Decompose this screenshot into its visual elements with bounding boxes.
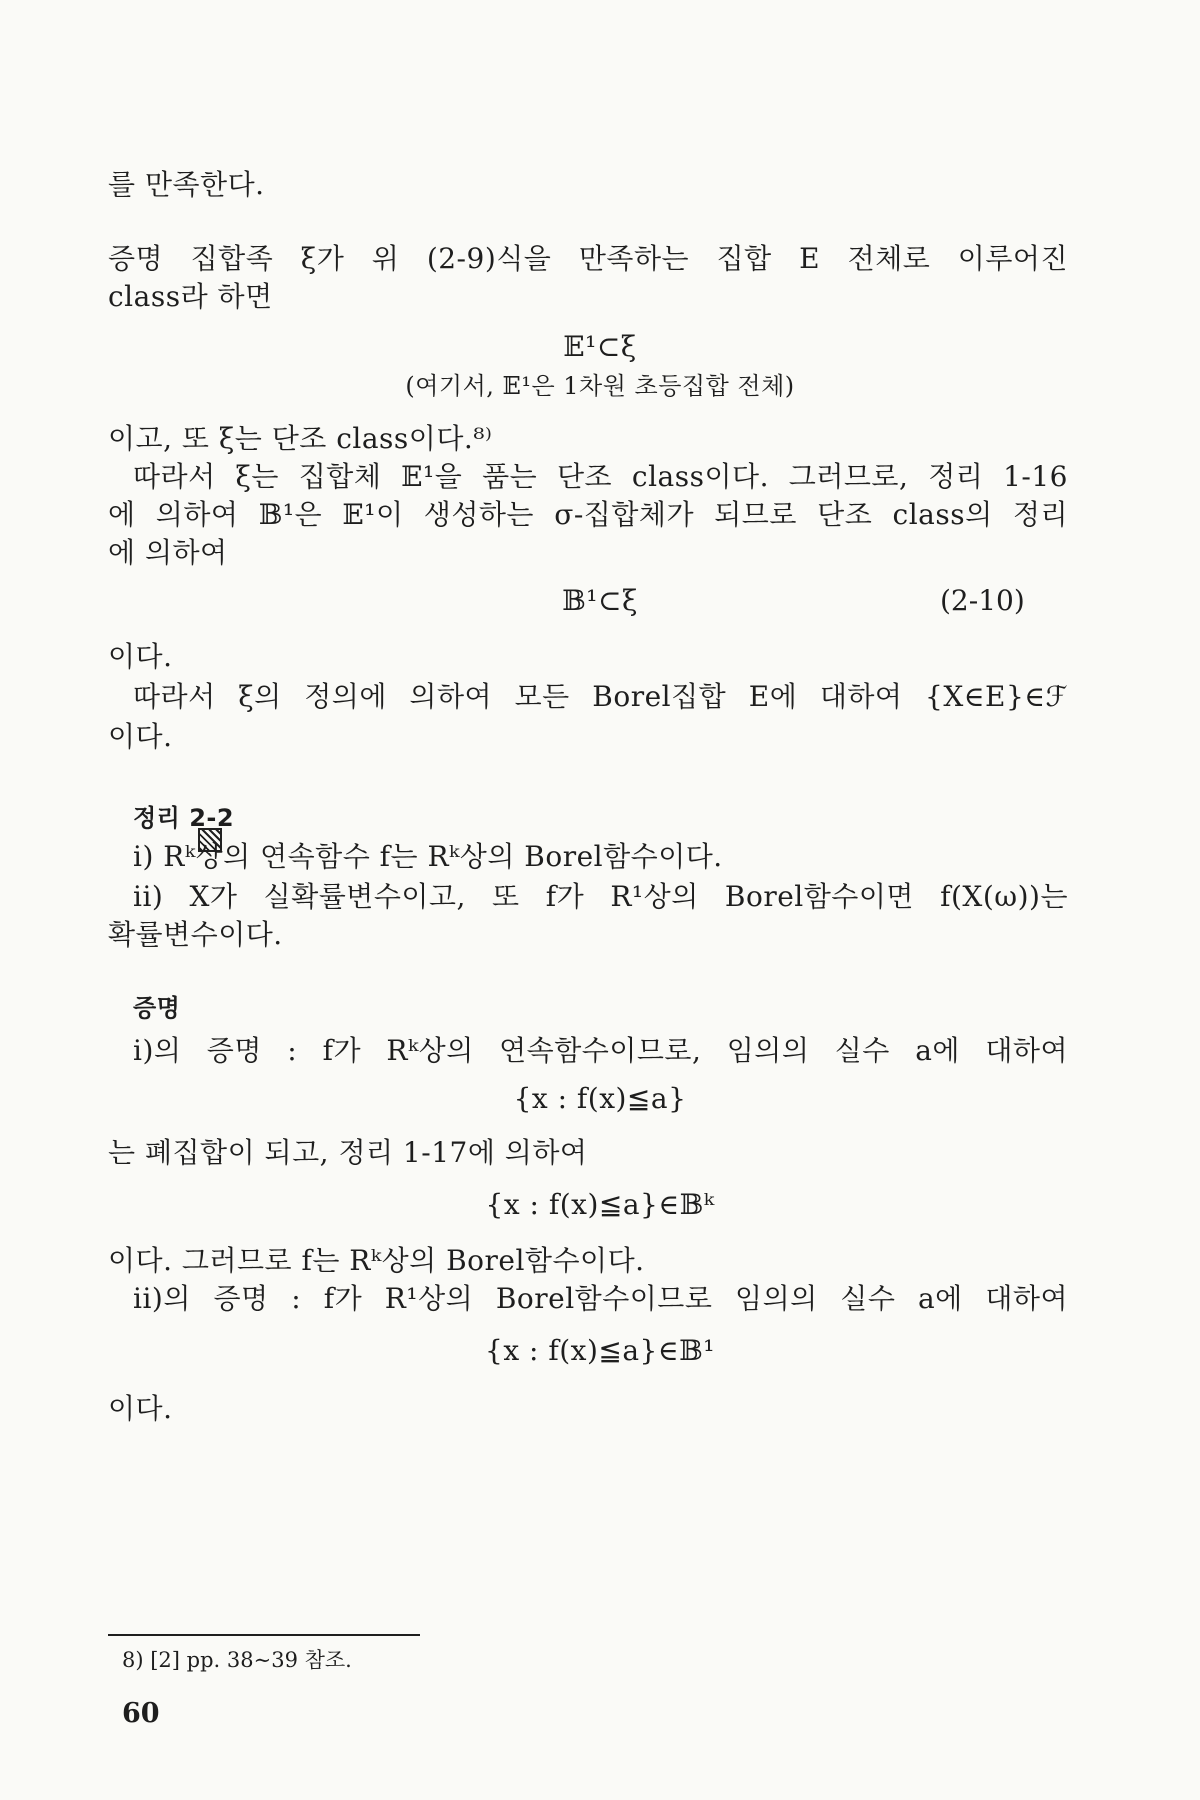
display-formula: {x : f(x)≦a}	[513, 1082, 687, 1115]
theorem-item: ii) X가 실확률변수이고, 또 f가 R¹상의 Borel함수이면 f(X(ω))는	[133, 880, 1068, 913]
display-formula: 𝔼¹⊂ξ	[563, 330, 637, 363]
text-line: ii)의 증명 : f가 R¹상의 Borel함수이므로 임의의 실수 a에 대하여	[133, 1282, 1068, 1315]
footnote: 8) [2] pp. 38∼39 참조.	[122, 1648, 352, 1672]
theorem-heading: 정리 2-2	[133, 804, 235, 832]
text-line: 이다.	[108, 720, 173, 753]
text-line: 이다.	[108, 640, 173, 673]
text-line: 에 의하여	[108, 536, 228, 569]
page-number: 60	[122, 1698, 160, 1729]
footnote-rule	[108, 1634, 420, 1636]
text-line: i)의 증명 : f가 Rᵏ상의 연속함수이므로, 임의의 실수 a에 대하여	[133, 1034, 1068, 1067]
proof-text-line: 증명 집합족 ξ가 위 (2-9)식을 만족하는 집합 E 전체로 이루어진	[108, 242, 1068, 275]
display-formula: {x : f(x)≦a}∈𝔹ᵏ	[485, 1188, 715, 1221]
text-line: 이다.	[108, 1392, 173, 1425]
text-line: 따라서 ξ의 정의에 의하여 모든 Borel집합 E에 대하여 {X∈E}∈ℱ	[133, 680, 1068, 713]
text-line: 이다. 그러므로 f는 Rᵏ상의 Borel함수이다.	[108, 1244, 645, 1277]
text-line: 이고, 또 ξ는 단조 class이다.⁸⁾	[108, 422, 493, 455]
text-line: class라 하면	[108, 280, 273, 313]
display-formula: 𝔹¹⊂ξ	[562, 584, 638, 617]
text-line: 는 폐집합이 되고, 정리 1-17에 의하여	[108, 1136, 588, 1169]
theorem-item: i) Rᵏ상의 연속함수 f는 Rᵏ상의 Borel함수이다.	[133, 840, 723, 873]
equation-number: (2-10)	[940, 584, 1025, 617]
display-formula: {x : f(x)≦a}∈𝔹¹	[485, 1334, 715, 1367]
proof-heading: 증명	[133, 994, 181, 1022]
text-line: 를 만족한다.	[108, 168, 265, 201]
text-line: 따라서 ξ는 집합체 𝔼¹을 품는 단조 class이다. 그러므로, 정리 1-16	[133, 460, 1068, 493]
text-line: 확률변수이다.	[108, 918, 283, 951]
text-line: 에 의하여 𝔹¹은 𝔼¹이 생성하는 σ-집합체가 되므로 단조 class의 정리	[108, 498, 1068, 531]
formula-note: (여기서, 𝔼¹은 1차원 초등집합 전체)	[405, 372, 795, 400]
